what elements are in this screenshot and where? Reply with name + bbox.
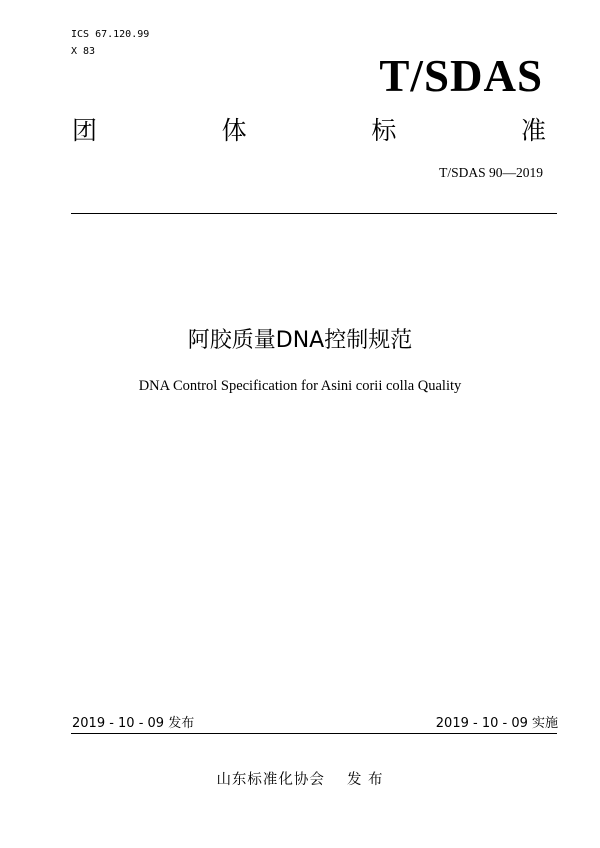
top-divider	[71, 213, 557, 214]
issuer-name: 山东标准化协会	[216, 772, 325, 788]
standard-category	[72, 116, 546, 146]
ics-code: ICS 67.120.99	[71, 29, 150, 40]
title-english: DNA Control Specification for Asini corii colla Quality	[138, 378, 462, 394]
title-chinese: 阿胶质量DNA控制规范	[187, 328, 413, 353]
document-number: T/SDAS 90—2019	[439, 165, 543, 180]
implement-date: 2019 - 10 - 09 实施	[435, 716, 558, 731]
ccs-code: X 83	[71, 46, 96, 57]
issuer-action: 发 布	[346, 772, 384, 788]
issuer-line	[0, 771, 600, 789]
category-char: 标	[371, 116, 397, 145]
category-char: 团	[72, 116, 98, 145]
category-char: 准	[520, 116, 546, 145]
publish-date: 2019 - 10 - 09 发布	[72, 716, 195, 731]
standard-brand: T/SDAS	[379, 51, 543, 101]
category-char: 体	[221, 116, 247, 145]
bottom-divider	[71, 733, 557, 734]
